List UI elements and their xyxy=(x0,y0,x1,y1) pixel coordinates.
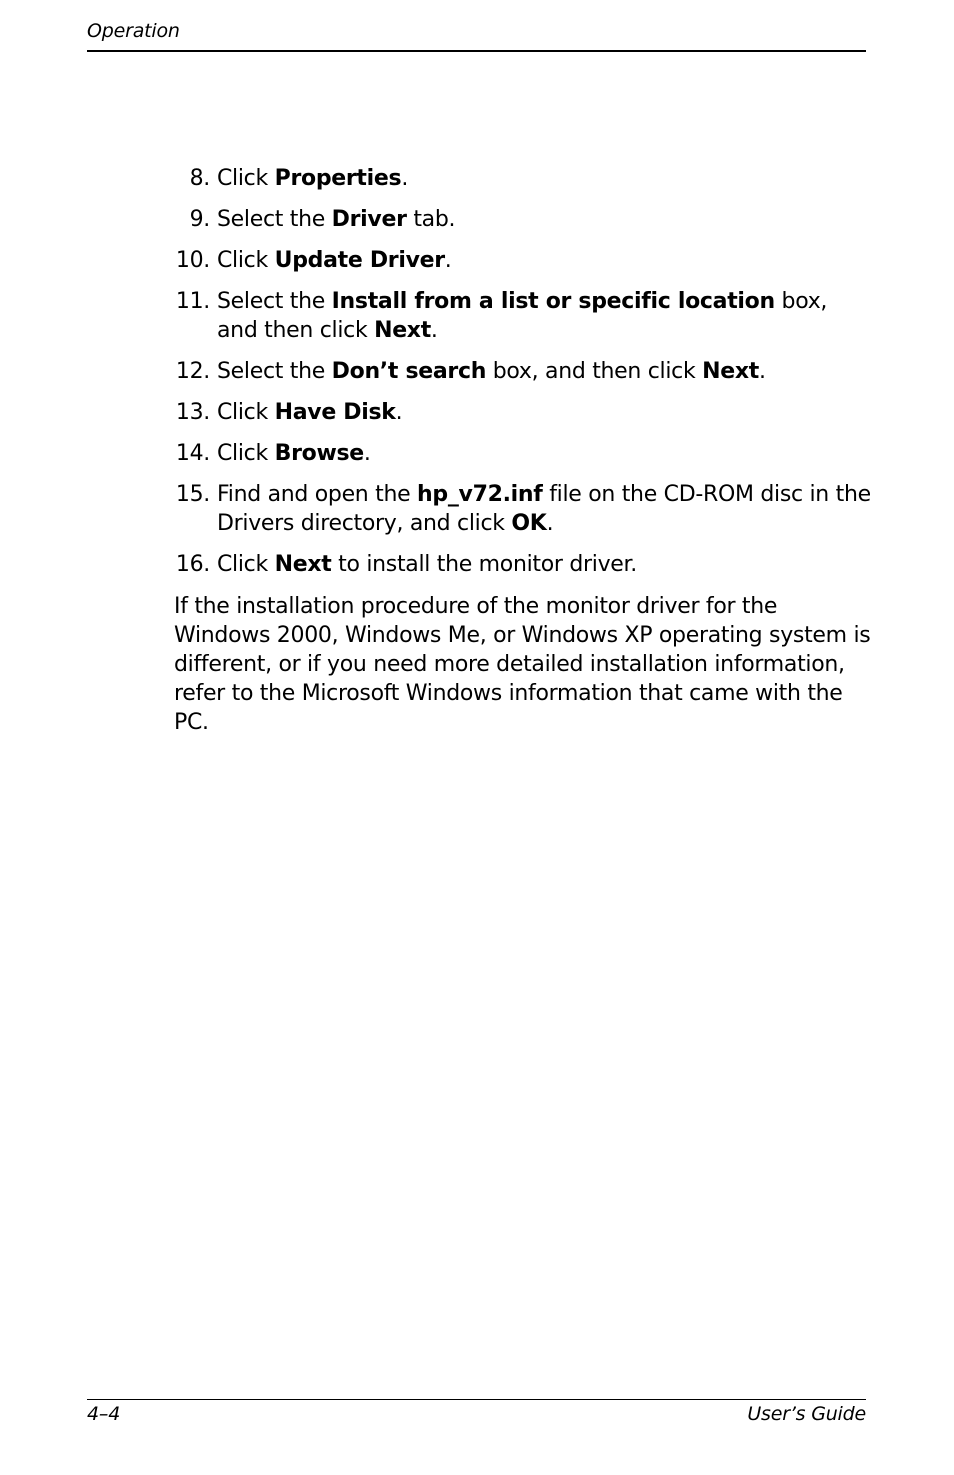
step-12 xyxy=(174,357,874,386)
step-number: 8. xyxy=(189,166,210,191)
step-ui-term: Browse xyxy=(274,441,364,466)
step-text-part: . xyxy=(395,400,403,425)
step-text-part: Click xyxy=(217,400,275,425)
step-text xyxy=(217,166,408,191)
step-ui-term: Next xyxy=(374,318,431,343)
page-footer xyxy=(87,1399,866,1430)
step-number: 12. xyxy=(175,359,210,384)
step-text-part: . xyxy=(444,248,452,273)
step-text xyxy=(217,441,371,466)
step-text-part: file on the CD-ROM disc in the Drivers directory, and click xyxy=(217,482,871,536)
step-11 xyxy=(174,287,874,345)
page-header xyxy=(87,20,866,52)
step-16 xyxy=(174,550,874,579)
step-text-part: to install the monitor driver. xyxy=(331,552,637,577)
step-ui-term: Don’t search xyxy=(331,359,487,384)
step-number: 14. xyxy=(175,441,210,466)
step-ui-term: Properties xyxy=(274,166,402,191)
step-text xyxy=(217,552,637,577)
step-text-part: . xyxy=(546,511,554,536)
step-text-part: . xyxy=(430,318,438,343)
step-text xyxy=(217,482,871,536)
step-number: 15. xyxy=(175,482,210,507)
step-ui-term: Update Driver xyxy=(274,248,445,273)
step-ui-term: hp_v72.inf xyxy=(417,482,543,507)
step-9 xyxy=(174,205,874,234)
step-ui-term: Have Disk xyxy=(274,400,396,425)
step-15 xyxy=(174,480,874,538)
step-13 xyxy=(174,398,874,427)
step-number: 10. xyxy=(175,248,210,273)
step-ui-term: Next xyxy=(702,359,759,384)
step-ui-term: Install from a list or specific location xyxy=(331,289,775,314)
step-8 xyxy=(174,164,874,193)
step-text-part: Click xyxy=(217,552,275,577)
step-text-part: . xyxy=(363,441,371,466)
step-text xyxy=(217,248,452,273)
step-text-part: box, and then click xyxy=(217,289,828,343)
step-text-part: box, and then click xyxy=(486,359,703,384)
step-text-part: Select the xyxy=(217,289,332,314)
step-text-part: tab. xyxy=(406,207,456,232)
step-ui-term: Driver xyxy=(331,207,407,232)
step-14 xyxy=(174,439,874,468)
step-text xyxy=(217,207,455,232)
section-title: Operation xyxy=(87,20,180,42)
step-text-part: Click xyxy=(217,248,275,273)
step-text-part: Find and open the xyxy=(217,482,418,507)
step-text xyxy=(217,400,402,425)
step-text-part: . xyxy=(401,166,409,191)
step-text-part: Select the xyxy=(217,359,332,384)
step-text-part: . xyxy=(758,359,766,384)
guide-title: User’s Guide xyxy=(747,1403,866,1425)
step-10 xyxy=(174,246,874,275)
page-number: 4–4 xyxy=(87,1403,121,1425)
step-text-part: Click xyxy=(217,166,275,191)
step-ui-term: OK xyxy=(511,511,547,536)
step-text-part: Select the xyxy=(217,207,332,232)
step-text xyxy=(217,289,827,343)
step-number: 11. xyxy=(175,289,210,314)
step-ui-term: Next xyxy=(274,552,332,577)
step-number: 9. xyxy=(189,207,210,232)
step-number: 13. xyxy=(175,400,210,425)
installation-note: If the installation procedure of the monitor driver for the Windows 2000, Windows Me, or Windows XP operating system is different, or if you need more detailed installation information, refer to the Microsoft Windows information that came with the PC. xyxy=(174,594,871,735)
step-text xyxy=(217,359,766,384)
step-number: 16. xyxy=(175,552,210,577)
step-text-part: Click xyxy=(217,441,275,466)
instruction-steps xyxy=(174,164,874,591)
